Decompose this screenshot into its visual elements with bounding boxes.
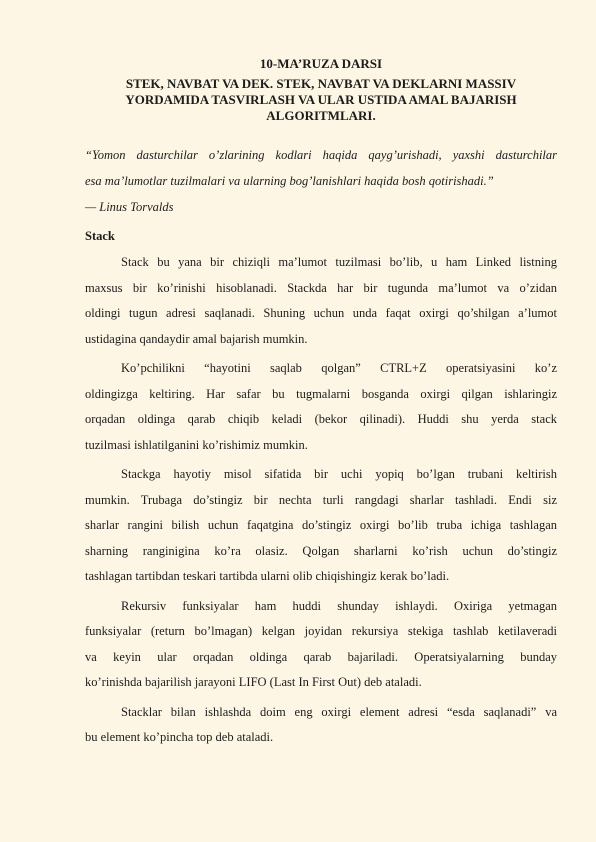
paragraph-line: funksiyalar (return bo’lmagan) kelgan joyidan rekursiya stekiga tashlab ketilaveradi — [85, 624, 557, 638]
lecture-number: 10-MA’RUZA DARSI — [259, 56, 383, 71]
paragraph-line: mumkin. Trubaga do’stingiz bir nechta turli rangdagi sharlar tashladi. Endi siz — [85, 492, 557, 507]
paragraph-line: oldingizga keltiring. Har safar bu tugmalarni bosganda oxirgi qilgan ishlaringiz — [85, 386, 557, 401]
title-line: ALGORITMLARI. — [266, 108, 376, 123]
paragraph-line: bu element ko’pincha top deb ataladi. — [85, 730, 274, 744]
paragraph — [85, 250, 557, 352]
document-page — [85, 56, 557, 755]
paragraph — [85, 356, 557, 458]
title-line: STEK, NAVBAT VA DEK. STEK, NAVBAT VA DEKLARNI MASSIV — [125, 76, 517, 91]
quote-author: — Linus Torvalds — [85, 200, 174, 214]
paragraph — [85, 700, 557, 751]
paragraph-line: ustidagina qandaydir amal bajarish mumkin. — [85, 331, 308, 346]
paragraph-line: Stacklar bilan ishlashda doim eng oxirgi element adresi “esda saqlanadi” va — [121, 704, 557, 719]
paragraph-line: sharning ranginigina ko’ra olasiz. Qolgan sharlarni ko’rish uchun do’stingiz — [85, 543, 557, 558]
paragraph — [85, 462, 557, 590]
paragraph-line: tuzilmasi ishlatilganini ko’rishimiz mumkin. — [85, 437, 308, 452]
paragraph-line: Ko’pchilikni “hayotini saqlab qolgan” CTRL+Z operatsiyasini ko’z — [121, 361, 557, 375]
paragraph-line: Rekursiv funksiyalar ham huddi shunday ishlaydi. Oxiriga yetmagan — [121, 598, 557, 613]
epigraph-quote — [85, 142, 557, 220]
title-line: YORDAMIDA TASVIRLASH VA ULAR USTIDA AMAL BAJARISH — [125, 92, 517, 107]
quote-line: esa ma’lumotlar tuzilmalari va ularning bog’lanishlari haqida bosh qotirishadi.” — [85, 174, 494, 188]
paragraph-line: Stack bu yana bir chiziqli ma’lumot tuzilmasi bo’lib, u ham Linked listning — [121, 255, 557, 269]
paragraph-line: ko’rinishda bajarilish jarayoni LIFO (Last In First Out) deb ataladi. — [85, 675, 422, 689]
lecture-title — [85, 76, 557, 124]
paragraph-line: maxsus bir ko’rinishi hisoblanadi. Stackda har bir tugunda ma’lumot va o’zidan — [85, 280, 557, 295]
paragraph-line: Stackga hayotiy misol sifatida bir uchi yopiq bo’lgan trubani keltirish — [121, 467, 557, 481]
paragraph-line: orqadan oldinga qarab chiqib keladi (bekor qilinadi). Huddi shu yerda stack — [85, 412, 557, 426]
paragraph — [85, 594, 557, 696]
paragraph-line: tashlagan tartibdan teskari tartibda ularni olib chiqishingiz kerak bo’ladi. — [85, 569, 450, 583]
paragraph-line: oldingi tugun adresi saqlanadi. Shuning uchun unda faqat oxirgi qo’shilgan a’lumot — [85, 306, 557, 320]
quote-line: “Yomon dasturchilar o’zlarining kodlari haqida qayg’urishadi, yaxshi dasturchilar — [85, 148, 557, 162]
section-heading: Stack — [85, 229, 115, 243]
paragraph-line: va keyin ular orqadan oldinga qarab bajariladi. Operatsiyalarning bunday — [85, 649, 557, 664]
paragraph-line: sharlar rangini bilish uchun faqatgina do’stingiz oxirgi bo’lib truba ichiga tashlagan — [85, 518, 557, 532]
